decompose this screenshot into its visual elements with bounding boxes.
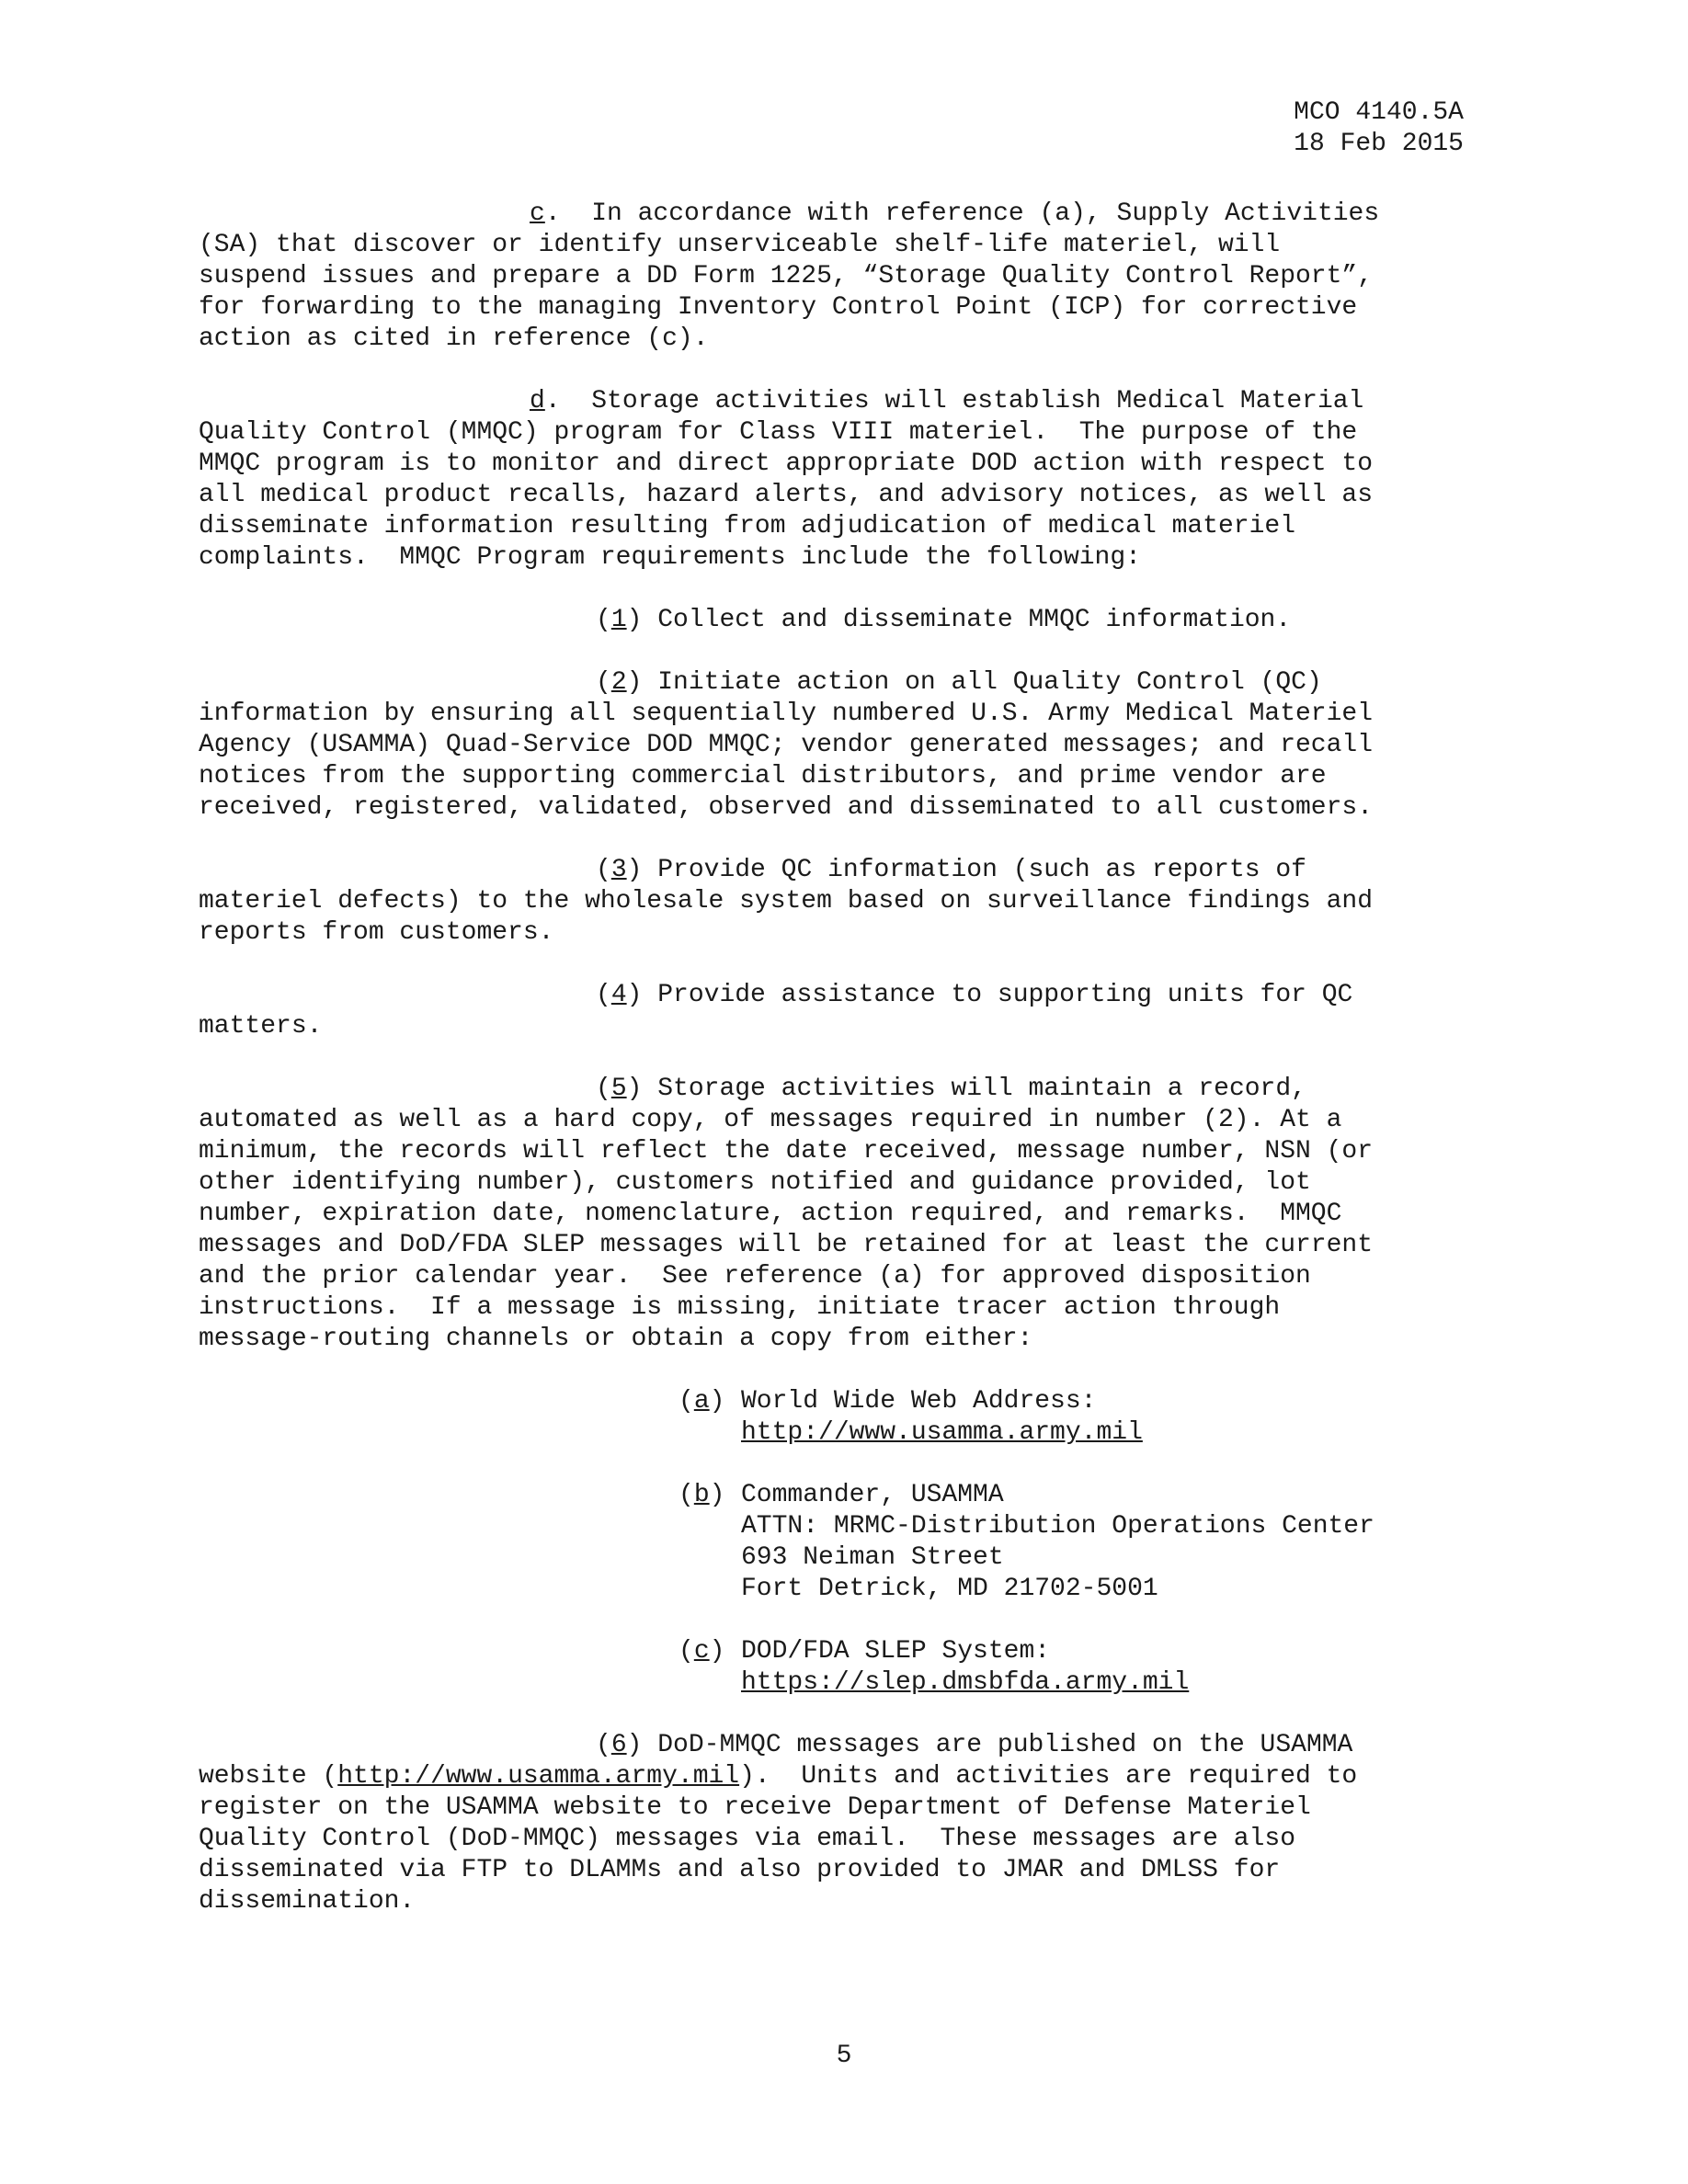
item-3-label: 3 xyxy=(610,856,627,884)
item-6-pre-link: website ( xyxy=(199,1762,338,1791)
item-4: (4) Provide assistance to supporting units for QC matters. xyxy=(199,981,1353,1041)
item-3-lead: Provide QC information (such as reports of xyxy=(642,856,1306,884)
sub-item-b-label: b xyxy=(693,1481,710,1509)
item-6: (6) DoD-MMQC messages are published on the USAMMA website (http://www.usamma.army.mil). Units and activities are required to register on the USAMMA website to receive Department of Defense Materiel Quality Control (DoD-MMQC) messages via email. These messages are also disseminated via FTP to DLAMMs and also provided to JMAR and DMLSS for dissemination. xyxy=(199,1731,1358,1916)
item-5-text: automated as well as a hard copy, of messages required in number (2). At a minimum, the records will reflect the date received, message number, NSN (or other identifying number), customers notified and guidance provided, lot number, expiration date, nomenclature, action required, and remarks. MMQC messages and DoD/FDA SLEP messages will be retained for at least the current and the prior calendar year. See reference (a) for approved disposition instructions. If a message is missing, initiate tracer action through message-routing channels or obtain a copy from either: xyxy=(199,1106,1374,1353)
paragraph-c-lead: . In accordance with reference (a), Supply Activities xyxy=(544,199,1380,228)
item-6-text: register on the USAMMA website to receive Department of Defense Materiel Quality Control (DoD-MMQC) messages via email. These messages are also disseminated via FTP to DLAMMs and also provided to JMAR and DMLSS for dissemination. xyxy=(199,1793,1311,1916)
paragraph-d-lead: . Storage activities will establish Medical Material xyxy=(544,387,1364,415)
item-1: (1) Collect and disseminate MMQC information. xyxy=(596,606,1292,634)
item-6-label: 6 xyxy=(610,1731,627,1759)
paragraph-c-text: (SA) that discover or identify unserviceable shelf-life materiel, will suspend issues and prepare a DD Form 1225, “Storage Quality Control Report”, for forwarding to the managing Inventory Control Point (ICP) for corrective action as cited in reference (c). xyxy=(199,231,1374,353)
item-1-label: 1 xyxy=(610,606,627,634)
page-header xyxy=(1294,97,1464,160)
item-6-post-link: ). Units and activities are required to xyxy=(739,1762,1358,1791)
item-2-text: information by ensuring all sequentially numbered U.S. Army Medical Materiel Agency (USAMMA) Quad-Service DOD MMQC; vendor generated messages; and recall notices from the supporting commercial distributors, and prime vendor are received, registered, validated, observed and disseminated to all customers. xyxy=(199,700,1374,822)
sub-item-a-label: a xyxy=(693,1387,710,1416)
document-date: 18 Feb 2015 xyxy=(1294,130,1464,158)
sub-item-b xyxy=(199,1480,1486,1605)
item-3-text: materiel defects) to the wholesale system based on surveillance findings and reports from customers. xyxy=(199,887,1374,947)
item-4-lead: Provide assistance to supporting units for QC xyxy=(642,981,1353,1009)
item-6-lead: DoD-MMQC messages are published on the USAMMA xyxy=(642,1731,1353,1759)
page-number: 5 xyxy=(836,2042,852,2070)
sub-item-b-marker: (b) xyxy=(679,1481,725,1509)
item-5-label: 5 xyxy=(610,1075,627,1103)
item-5: (5) Storage activities will maintain a record, automated as well as a hard copy, of messages required in number (2). At a minimum, the records will reflect the date received, message number, NSN (or other identifying number), customers notified and guidance provided, lot number, expiration date, nomenclature, action required, and remarks. MMQC messages and DoD/FDA SLEP messages will be retained for at least the current and the prior calendar year. See reference (a) for approved disposition instructions. If a message is missing, initiate tracer action through message-routing channels or obtain a copy from either: xyxy=(199,1075,1374,1353)
item-4-label: 4 xyxy=(610,981,627,1009)
item-5-lead: Storage activities will maintain a record, xyxy=(642,1075,1306,1103)
item-2-lead: Initiate action on all Quality Control (QC) xyxy=(642,668,1322,697)
sub-item-c-text: DOD/FDA SLEP System: xyxy=(741,1637,1051,1666)
paragraph-d xyxy=(199,386,1486,574)
document-body xyxy=(199,199,1486,1949)
sub-item-b-address: Commander, USAMMA ATTN: MRMC-Distribution Operations Center 693 Neiman Street Fort Detrick, MD 21702-5001 xyxy=(741,1481,1374,1603)
sub-item-c-marker: (c) xyxy=(679,1637,725,1666)
usamma-inline-link[interactable]: http://www.usamma.army.mil xyxy=(337,1762,740,1791)
sub-item-c-label: c xyxy=(693,1637,710,1666)
paragraph-d-label: d xyxy=(530,387,545,415)
sub-item-a-marker: (a) xyxy=(679,1387,725,1416)
paragraph-d-text: Quality Control (MMQC) program for Class VIII materiel. The purpose of the MMQC program is to monitor and direct appropriate DOD action with respect to all medical product recalls, hazard alerts, and advisory notices, as well as disseminate information resulting from adjudication of medical materiel complaints. MMQC Program requirements include the following: xyxy=(199,418,1374,572)
paragraph-c-label: c xyxy=(530,199,545,228)
usamma-website-link[interactable]: http://www.usamma.army.mil xyxy=(741,1418,1143,1447)
item-1-lead: Collect and disseminate MMQC information. xyxy=(642,606,1292,634)
slep-system-link[interactable]: https://slep.dmsbfda.army.mil xyxy=(741,1668,1190,1697)
item-2-label: 2 xyxy=(610,668,627,697)
item-4-text: matters. xyxy=(199,1012,323,1041)
document-number: MCO 4140.5A xyxy=(1294,98,1464,127)
item-3: (3) Provide QC information (such as reports of materiel defects) to the wholesale system based on surveillance findings and reports from customers. xyxy=(199,856,1374,947)
sub-item-a xyxy=(199,1386,1486,1449)
sub-item-a-text: World Wide Web Address: xyxy=(741,1387,1097,1416)
sub-item-c xyxy=(199,1636,1486,1699)
paragraph-c xyxy=(199,199,1486,355)
item-2: (2) Initiate action on all Quality Control (QC) information by ensuring all sequentially numbered U.S. Army Medical Materiel Agency (USAMMA) Quad-Service DOD MMQC; vendor generated messages; and recall notices from the supporting commercial distributors, and prime vendor are received, registered, validated, observed and disseminated to all customers. xyxy=(199,668,1374,822)
